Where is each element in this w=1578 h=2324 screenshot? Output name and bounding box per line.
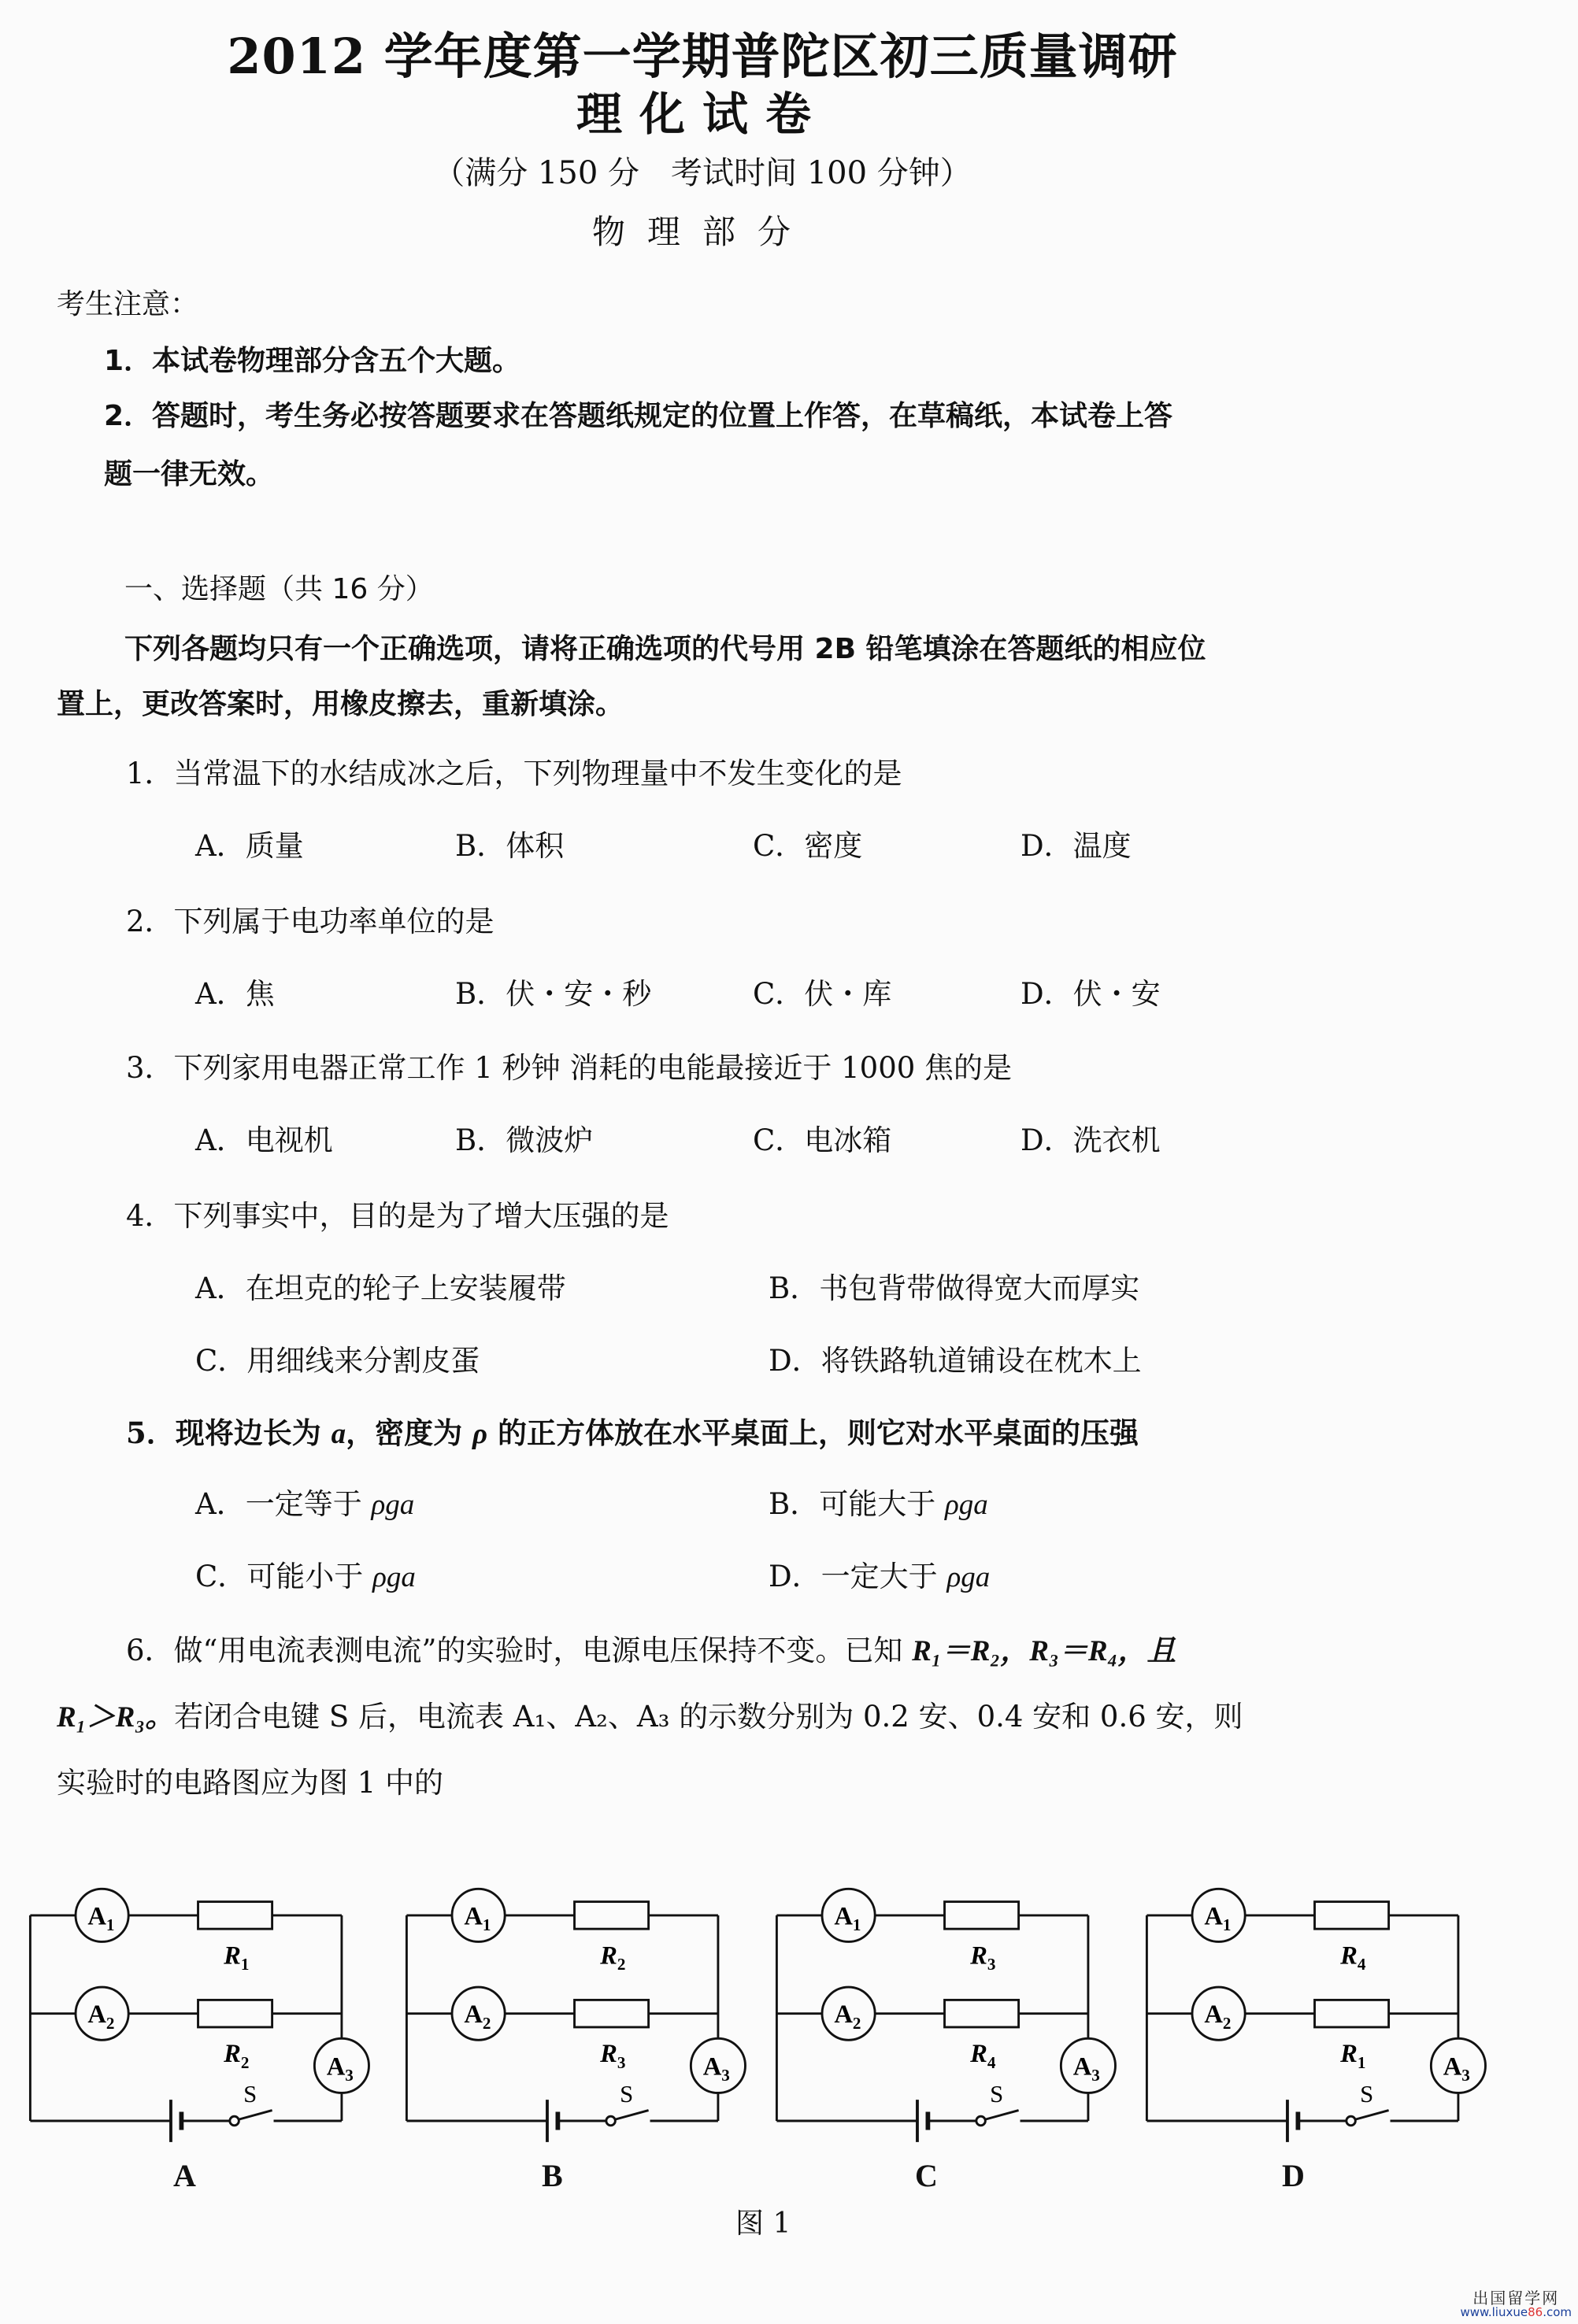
q6-line2-text: 若闭合电键 S 后，电流表 A₁、A₂、A₃ 的示数分别为 0.2 安、0.4 安和 0.6 安，则 bbox=[174, 1700, 1243, 1734]
circuit-label-d: D bbox=[1282, 2158, 1305, 2193]
svg-text:S: S bbox=[620, 2081, 634, 2108]
watermark-url-suffix: .com bbox=[1543, 2305, 1572, 2320]
notice-item-1: 1．本试卷物理部分含五个大题。 bbox=[104, 345, 521, 377]
watermark-url-highlight: 86 bbox=[1528, 2305, 1543, 2320]
question-4-option-d[interactable]: D．将铁路轨道铺设在枕木上 bbox=[769, 1344, 1142, 1378]
svg-text:R3: $R_3$ bbox=[600, 2040, 626, 2072]
svg-text:R4: $R_4$ bbox=[970, 2040, 996, 2072]
svg-text:A3: $A_3$ bbox=[1072, 2052, 1100, 2085]
q5-option-d-text: D．一定大于 bbox=[769, 1560, 947, 1593]
svg-text:A2: $A_2$ bbox=[834, 2000, 861, 2033]
question-4-option-b[interactable]: B．书包背带做得宽大而厚实 bbox=[769, 1271, 1140, 1305]
watermark-site-name: 出国留学网 bbox=[1472, 2289, 1560, 2308]
section-heading: 一、选择题（共 16 分） bbox=[124, 573, 434, 605]
question-3-option-a[interactable]: A．电视机 bbox=[195, 1123, 333, 1157]
question-2-option-c[interactable]: C．伏・库 bbox=[753, 977, 892, 1011]
question-4-stem: 4．下列事实中，目的是为了增大压强的是 bbox=[126, 1199, 669, 1233]
figure-caption: 图 1 bbox=[735, 2207, 791, 2240]
circuit-svg-d bbox=[1117, 1842, 1495, 2173]
svg-text:A2: $A_2$ bbox=[464, 2000, 491, 2033]
question-1-option-d[interactable]: D．温度 bbox=[1021, 829, 1132, 863]
question-1-option-a[interactable]: A．质量 bbox=[195, 829, 304, 863]
q5-option-b-var: ρga bbox=[944, 1489, 988, 1521]
circuit-diagram-b bbox=[376, 1842, 754, 2193]
circuit-diagram-d bbox=[1117, 1842, 1495, 2193]
svg-text:A3: $A_3$ bbox=[326, 2052, 354, 2085]
q5-option-a-var: ρga bbox=[371, 1489, 415, 1521]
svg-text:R2: $R_2$ bbox=[224, 2040, 250, 2072]
q5-stem-text-1: 5．现将边长为 bbox=[126, 1415, 332, 1450]
q6-line1-text: 6．做“用电流表测电流”的实验时，电源电压保持不变。已知 bbox=[126, 1634, 913, 1667]
question-6-line2 bbox=[57, 1693, 1243, 1735]
question-6-line3: 实验时的电路图应为图 1 中的 bbox=[57, 1766, 444, 1800]
watermark-url bbox=[1460, 2307, 1572, 2319]
q5-option-a-text: A．一定等于 bbox=[195, 1487, 372, 1521]
circuit-svg-b bbox=[376, 1842, 754, 2173]
svg-text:R2: $R_2$ bbox=[600, 1941, 626, 1974]
notice-item-2-cont: 题一律无效。 bbox=[104, 458, 275, 490]
question-2-option-b[interactable]: B．伏・安・秒 bbox=[455, 977, 652, 1011]
q5-var-a: a bbox=[331, 1418, 346, 1450]
q5-stem-text-2: ，密度为 bbox=[346, 1415, 473, 1450]
question-1-stem: 1．当常温下的水结成冰之后，下列物理量中不发生变化的是 bbox=[126, 757, 902, 790]
svg-text:A3: $A_3$ bbox=[1443, 2052, 1470, 2085]
question-2-option-d[interactable]: D．伏・安 bbox=[1021, 977, 1161, 1011]
circuit-label-a: A bbox=[173, 2158, 196, 2193]
question-5-option-c[interactable] bbox=[195, 1552, 416, 1595]
svg-text:A2: $A_2$ bbox=[1204, 2000, 1232, 2033]
circuit-svg-a bbox=[0, 1842, 378, 2173]
question-5-option-b[interactable] bbox=[769, 1480, 988, 1523]
q5-option-c-var: ρga bbox=[372, 1561, 416, 1593]
question-4-option-c[interactable]: C．用细线来分割皮蛋 bbox=[195, 1344, 480, 1378]
question-1-option-b[interactable]: B．体积 bbox=[455, 829, 565, 863]
svg-text:S: S bbox=[1360, 2081, 1374, 2108]
svg-text:S: S bbox=[243, 2081, 257, 2108]
q6-line2-equation: R₁＞R₃。 bbox=[57, 1701, 175, 1734]
svg-text:A1: $A_1$ bbox=[464, 1902, 491, 1935]
svg-text:R1: $R_1$ bbox=[1340, 2040, 1366, 2072]
section-instructions-line2: 置上，更改答案时，用橡皮擦去，重新填涂。 bbox=[57, 688, 624, 720]
question-4-option-a[interactable]: A．在坦克的轮子上安装履带 bbox=[195, 1271, 566, 1305]
svg-text:R4: $R_4$ bbox=[1340, 1941, 1366, 1974]
section-part-title: 物理部分 bbox=[591, 213, 813, 251]
notice-heading: 考生注意： bbox=[57, 288, 199, 320]
question-2-stem: 2．下列属于电功率单位的是 bbox=[126, 905, 495, 938]
svg-text:A1: $A_1$ bbox=[87, 1902, 115, 1935]
circuit-label-c: C bbox=[915, 2158, 938, 2193]
circuit-diagram-a bbox=[0, 1842, 378, 2193]
notice-item-2: 2．答题时，考生务必按答题要求在答题纸规定的位置上作答，在草稿纸，本试卷上答 bbox=[104, 400, 1173, 432]
question-3-stem: 3．下列家用电器正常工作 1 秒钟 消耗的电能最接近于 1000 焦的是 bbox=[126, 1051, 1013, 1085]
watermark-url-prefix: www.liuxue bbox=[1460, 2305, 1528, 2320]
svg-text:A1: $A_1$ bbox=[1204, 1902, 1232, 1935]
question-3-option-b[interactable]: B．微波炉 bbox=[455, 1123, 594, 1157]
svg-text:R1: $R_1$ bbox=[224, 1941, 250, 1974]
q5-option-c-text: C．可能小于 bbox=[195, 1560, 373, 1593]
watermark bbox=[1460, 2290, 1572, 2319]
question-1-option-c[interactable]: C．密度 bbox=[753, 829, 863, 863]
exam-subtitle: 理化试卷 bbox=[576, 87, 828, 141]
exam-meta: （满分 150 分 考试时间 100 分钟） bbox=[433, 155, 972, 191]
circuit-diagram-c bbox=[746, 1842, 1124, 2193]
question-3-option-c[interactable]: C．电冰箱 bbox=[753, 1123, 892, 1157]
circuit-svg-c bbox=[746, 1842, 1124, 2173]
question-2-option-a[interactable]: A．焦 bbox=[195, 977, 275, 1011]
q5-var-rho: ρ bbox=[472, 1418, 488, 1450]
question-5-option-d[interactable] bbox=[769, 1552, 990, 1595]
svg-text:A3: $A_3$ bbox=[702, 2052, 730, 2085]
exam-title: 2012 学年度第一学期普陀区初三质量调研 bbox=[227, 28, 1178, 85]
svg-text:S: S bbox=[990, 2081, 1004, 2108]
q5-option-b-text: B．可能大于 bbox=[769, 1487, 945, 1521]
question-5-stem bbox=[126, 1409, 1139, 1452]
svg-text:A1: $A_1$ bbox=[834, 1902, 861, 1935]
circuit-label-b: B bbox=[542, 2158, 563, 2193]
question-6-line1 bbox=[126, 1626, 1176, 1669]
svg-text:A2: $A_2$ bbox=[87, 2000, 115, 2033]
svg-text:R3: $R_3$ bbox=[970, 1941, 996, 1974]
q6-line1-equation: R₁＝R₂，R₃＝R₄，且 bbox=[912, 1635, 1176, 1667]
q5-stem-text-3: 的正方体放在水平桌面上，则它对水平桌面的压强 bbox=[487, 1415, 1139, 1450]
section-instructions-line1: 下列各题均只有一个正确选项，请将正确选项的代号用 2B 铅笔填涂在答题纸的相应位 bbox=[124, 633, 1206, 665]
question-5-option-a[interactable] bbox=[195, 1480, 414, 1523]
question-3-option-d[interactable]: D．洗衣机 bbox=[1021, 1123, 1161, 1157]
q5-option-d-var: ρga bbox=[946, 1561, 991, 1593]
